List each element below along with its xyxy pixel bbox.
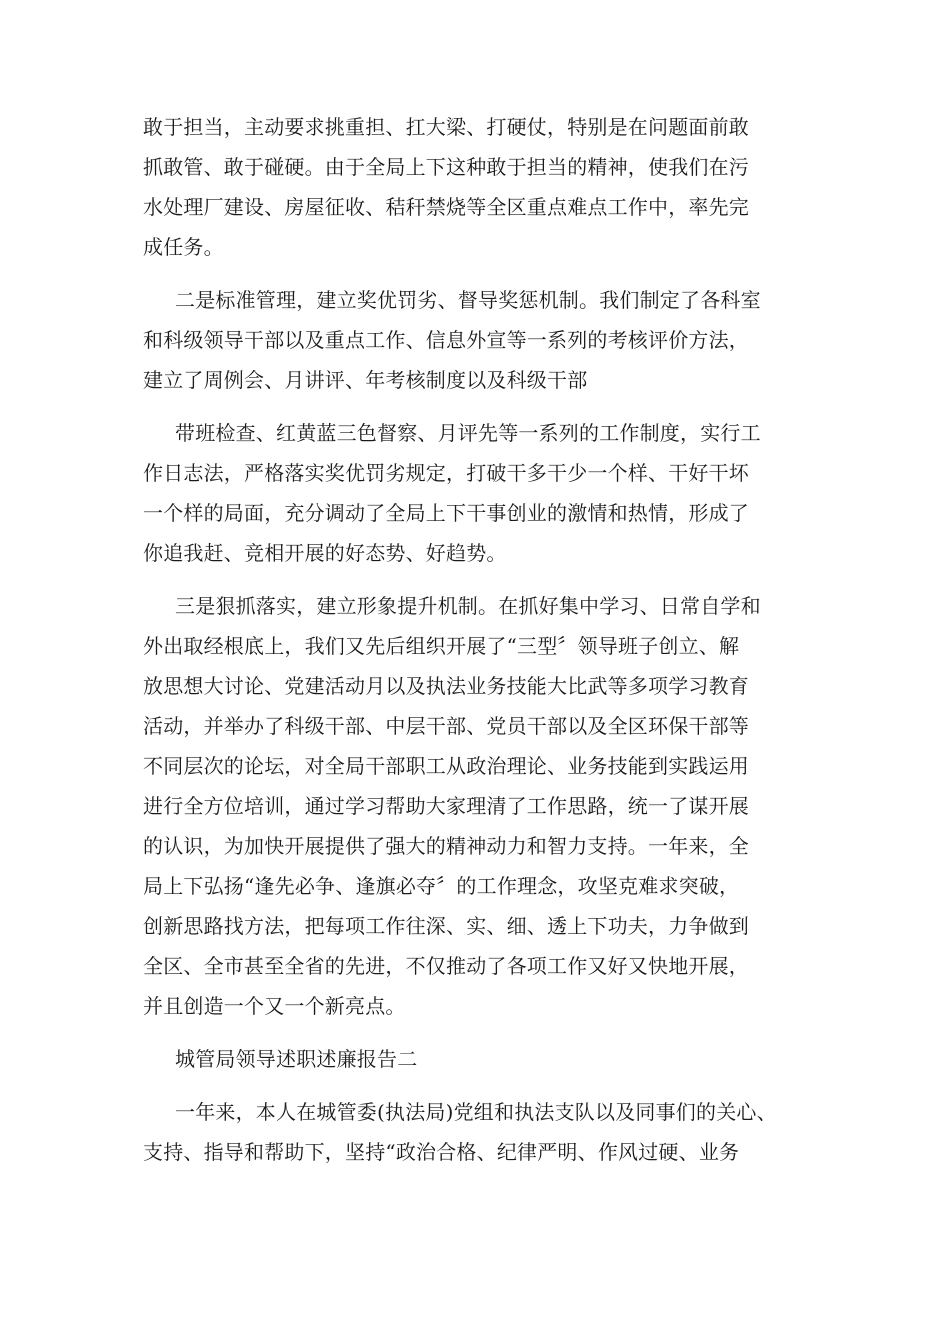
- text-line: 和科级领导干部以及重点工作、信息外宣等一系列的考核评价方法，: [143, 328, 749, 352]
- text-line: 一个样的局面，充分调动了全局上下干事创业的激情和热情，形成了: [143, 501, 749, 525]
- text-line: 三是狠抓落实，建立形象提升机制。在抓好集中学习、日常自学和: [175, 594, 761, 618]
- paragraph-duty-system: [143, 413, 823, 573]
- text-line: 带班检查、红黄蓝三色督察、月评先等一系列的工作制度，实行工: [175, 421, 761, 445]
- section-heading: [143, 1039, 823, 1079]
- paragraph-standard-management: [143, 280, 823, 400]
- text-line: 一年来，本人在城管委(执法局)党组和执法支队以及同事们的关心、: [175, 1100, 777, 1124]
- text-line: 二是标准管理，建立奖优罚劣、督导奖惩机制。我们制定了各科室: [175, 288, 761, 312]
- text-line: 支持、指导和帮助下，坚持“政治合格、纪律严明、作风过硬、业务: [143, 1140, 740, 1164]
- text-line: 敢于担当，主动要求挑重担、扛大梁、打硬仗，特别是在问题面前敢: [143, 115, 749, 139]
- text-line: 你追我赶、竞相开展的好态势、好趋势。: [143, 541, 507, 565]
- text-line: 建立了周例会、月讲评、年考核制度以及科级干部: [143, 368, 588, 392]
- text-line: 水处理厂建设、房屋征收、秸秆禁烧等全区重点难点工作中，率先完: [143, 195, 749, 219]
- text-line: 全区、全市甚至全省的先进，不仅推动了各项工作又好又快地开展，: [143, 954, 749, 978]
- text-line: 活动，并举办了科级干部、中层干部、党员干部以及全区环保干部等: [143, 714, 749, 738]
- text-line: 外出取经根底上，我们又先后组织开展了“三型〞领导班子创立、解: [143, 634, 740, 658]
- text-line: 成任务。: [143, 235, 224, 259]
- text-line: 进行全方位培训，通过学习帮助大家理清了工作思路，统一了谋开展: [143, 794, 749, 818]
- text-line: 创新思路找方法，把每项工作往深、实、细、透上下功夫，力争做到: [143, 914, 749, 938]
- document-page: [143, 107, 823, 1185]
- text-line: 抓敢管、敢于碰硬。由于全局上下这种敢于担当的精神，使我们在污: [143, 155, 749, 179]
- text-line: 局上下弘扬“逢先必争、逢旗必夺〞的工作理念，攻坚克难求突破，: [143, 874, 740, 898]
- paragraph-continuation: [143, 107, 823, 267]
- paragraph-report-two-intro: [143, 1092, 823, 1172]
- text-line: 的认识，为加快开展提供了强大的精神动力和智力支持。一年来，全: [143, 834, 749, 858]
- text-line: 并且创造一个又一个新亮点。: [143, 994, 406, 1018]
- text-line: 城管局领导述职述廉报告二: [175, 1047, 418, 1071]
- paragraph-implementation: [143, 586, 823, 1026]
- text-line: 不同层次的论坛，对全局干部职工从政治理论、业务技能到实践运用: [143, 754, 749, 778]
- text-line: 放思想大讨论、党建活动月以及执法业务技能大比武等多项学习教育: [143, 674, 749, 698]
- text-line: 作日志法，严格落实奖优罚劣规定，打破干多干少一个样、干好干坏: [143, 461, 749, 485]
